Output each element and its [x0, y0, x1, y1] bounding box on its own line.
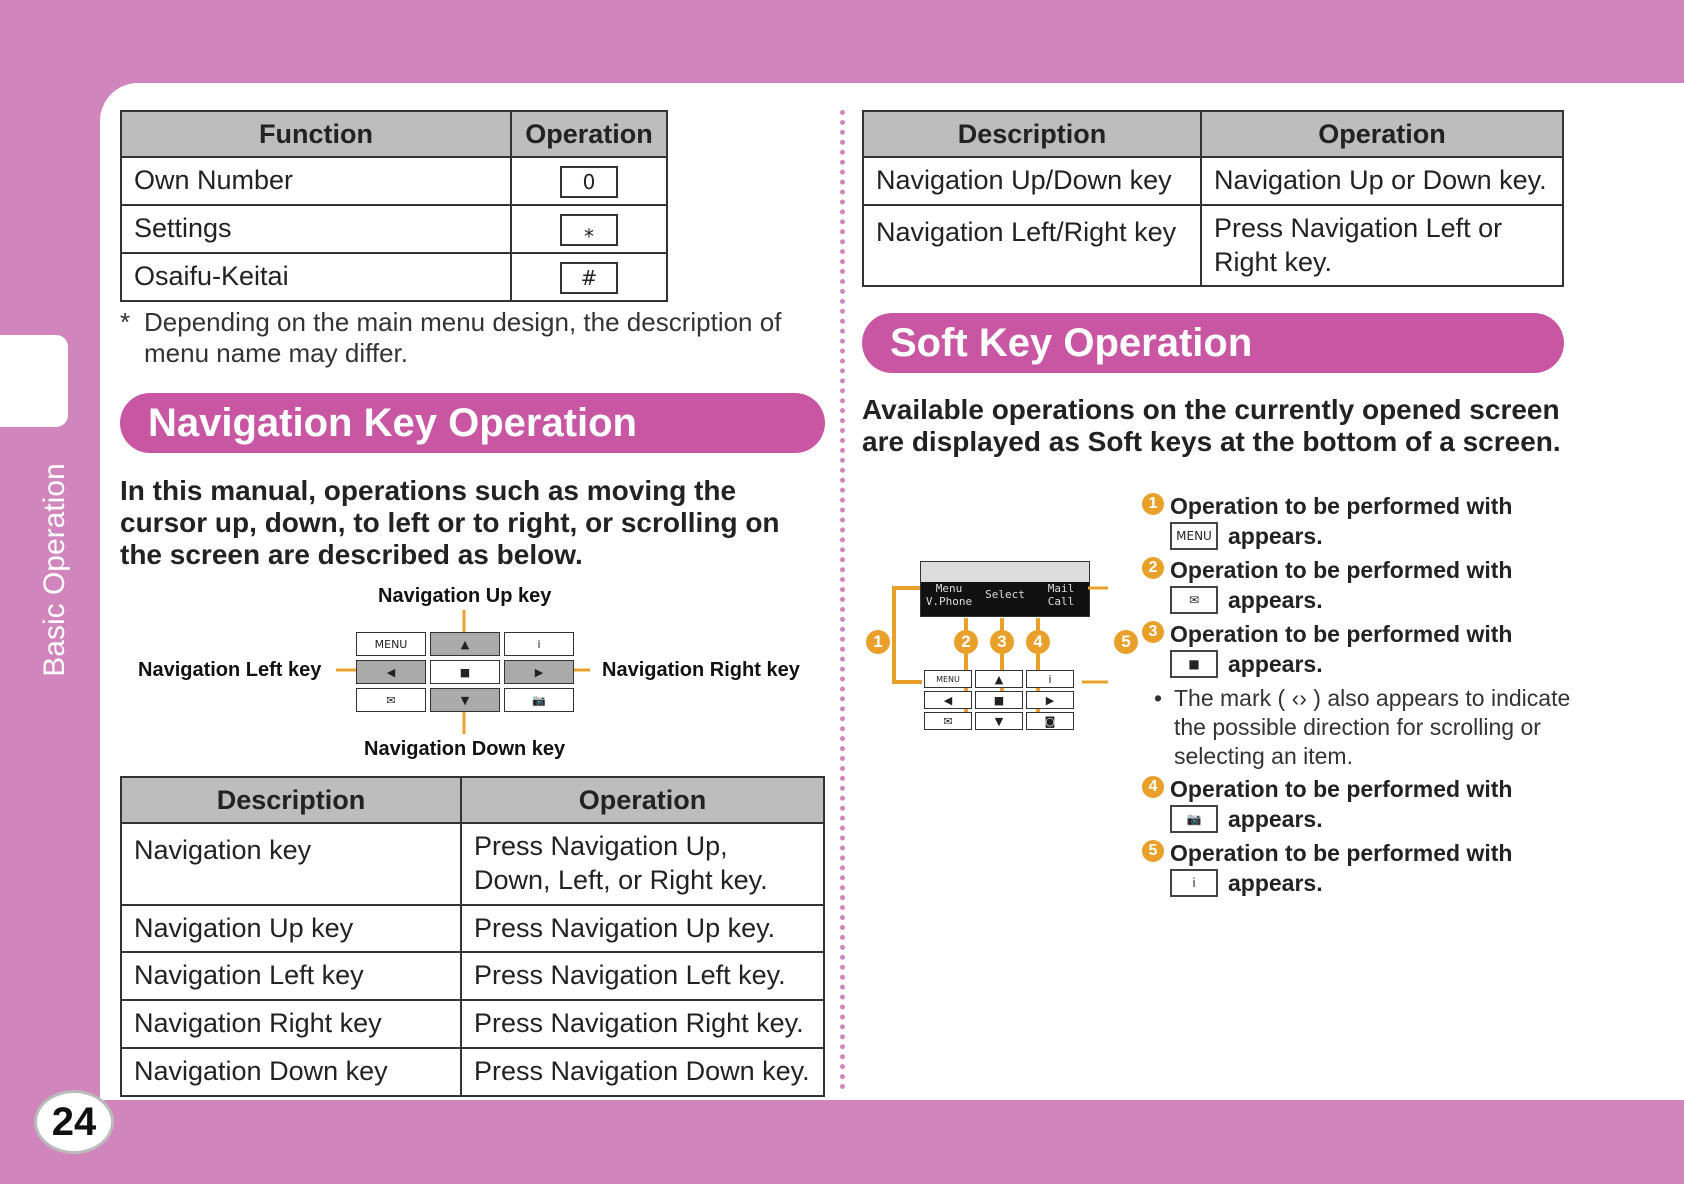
item-number: 2: [1142, 557, 1164, 579]
callout-1: 1: [866, 630, 890, 654]
soft-label-mail: Mail: [1047, 582, 1075, 595]
footnote-text: Depending on the main menu design, the description of menu name may differ.: [144, 307, 782, 369]
table-cell: Own Number: [121, 157, 511, 205]
table-cell: Press Navigation Left or Right key.: [1201, 205, 1563, 287]
soft-label-vphone: V.Phone: [925, 595, 973, 608]
list-item: 1 Operation to be performed with MENU appears.: [1142, 492, 1572, 552]
table-cell: Press Navigation Left key.: [461, 952, 824, 1000]
table-row: [121, 905, 824, 953]
i-mode-key-icon: i: [1170, 869, 1218, 897]
menu-key-icon: MENU: [924, 670, 972, 688]
center-key-icon: ■: [430, 660, 500, 684]
center-key-icon: ■: [975, 691, 1023, 709]
table-row: [863, 157, 1563, 205]
table-header: Operation: [1201, 111, 1563, 157]
direction-mark-note: • The mark ( ‹› ) also appears to indicate the possible direction for scrolling or selecting an item.: [1154, 685, 1571, 769]
soft-label-menu: Menu: [935, 582, 963, 595]
table-header: Function: [121, 111, 511, 157]
footnote-mark: *: [120, 307, 131, 337]
camera-key-icon: 📷: [504, 688, 574, 712]
soft-label-select: Select: [985, 588, 1025, 601]
item-number: 4: [1142, 776, 1164, 798]
soft-label-call: Call: [1047, 595, 1075, 608]
table-cell: Press Navigation Up, Down, Left, or Right key.: [461, 823, 824, 905]
nav-right-label: Navigation Right key: [602, 659, 800, 681]
menu-key-icon: MENU: [1170, 522, 1218, 550]
table-row: [121, 205, 667, 253]
zero-key-icon: 0: [560, 166, 618, 198]
callout-4: 4: [1026, 630, 1050, 654]
camera-key-icon: ◙: [1026, 712, 1074, 730]
mail-key-icon: ✉: [356, 688, 426, 712]
table-cell: Navigation Right key: [121, 1000, 461, 1048]
nav-up-key-icon: ▲: [430, 632, 500, 656]
table-row: [121, 253, 667, 301]
callout-5: 5: [1114, 630, 1138, 654]
column-divider: [840, 110, 845, 1090]
table-cell: Navigation Up or Down key.: [1201, 157, 1563, 205]
table-cell: Settings: [121, 205, 511, 253]
item-number: 3: [1142, 621, 1164, 643]
soft-key-intro: Available operations on the currently opened screen are displayed as Soft keys at the bottom of a screen.: [862, 394, 1561, 457]
table-header: Description: [863, 111, 1201, 157]
table-row: [121, 1000, 824, 1048]
table-header: Operation: [461, 777, 824, 823]
table-cell: Press Navigation Right key.: [461, 1000, 824, 1048]
list-item: 4 Operation to be performed with 📷 appears.: [1142, 775, 1572, 835]
table-cell: Press Navigation Down key.: [461, 1048, 824, 1096]
nav-up-key-icon: ▲: [975, 670, 1023, 688]
mail-key-icon: ✉: [1170, 586, 1218, 614]
table-cell: Navigation key: [121, 823, 461, 905]
list-item: 3 Operation to be performed with ■ appears.: [1142, 620, 1572, 680]
table-row: [121, 1048, 824, 1096]
table-row: [863, 205, 1563, 287]
navigation-pair-table: [862, 110, 1564, 287]
callout-3: 3: [990, 630, 1014, 654]
table-cell: Osaifu-Keitai: [121, 253, 511, 301]
page-number: 24: [34, 1090, 114, 1154]
footnote: [120, 307, 820, 369]
nav-down-key-icon: ▼: [430, 688, 500, 712]
nav-right-key-icon: ▶: [504, 660, 574, 684]
nav-down-key-icon: ▼: [975, 712, 1023, 730]
menu-key-icon: MENU: [356, 632, 426, 656]
table-row: [121, 823, 824, 905]
table-row: [121, 952, 824, 1000]
table-header: Description: [121, 777, 461, 823]
asterisk-key-icon: ⁎: [560, 214, 618, 246]
navigation-intro: In this manual, operations such as moving the cursor up, down, to left or to right, or scrolling on the screen are described as below.: [120, 475, 780, 570]
list-item: 5 Operation to be performed with i appears.: [1142, 839, 1572, 899]
table-row: [121, 157, 667, 205]
section-side-label: Basic Operation: [38, 463, 71, 677]
navigation-key-operation-heading: Navigation Key Operation: [120, 393, 825, 453]
item-number: 1: [1142, 493, 1164, 515]
table-header: Operation: [511, 111, 667, 157]
side-tab: [0, 335, 68, 427]
navigation-keypad: [356, 632, 574, 712]
nav-up-label: Navigation Up key: [378, 585, 552, 607]
soft-key-operation-heading: Soft Key Operation: [862, 313, 1564, 373]
nav-left-key-icon: ◀: [924, 691, 972, 709]
center-key-icon: ■: [1170, 650, 1218, 678]
item-number: 5: [1142, 840, 1164, 862]
soft-key-list: [1142, 492, 1572, 903]
table-cell: Press Navigation Up key.: [461, 905, 824, 953]
nav-left-label: Navigation Left key: [138, 659, 322, 681]
i-mode-key-icon: i: [504, 632, 574, 656]
hash-key-icon: #: [560, 262, 618, 294]
menu-function-table: [120, 110, 668, 302]
navigation-key-table: [120, 776, 825, 1097]
table-cell: Navigation Up key: [121, 905, 461, 953]
nav-down-label: Navigation Down key: [364, 738, 566, 760]
nav-left-key-icon: ◀: [356, 660, 426, 684]
list-item: 2 Operation to be performed with ✉ appears.: [1142, 556, 1572, 616]
table-cell: Navigation Left key: [121, 952, 461, 1000]
camera-key-icon: 📷: [1170, 805, 1218, 833]
callout-2: 2: [954, 630, 978, 654]
soft-keypad: [924, 670, 1074, 730]
i-mode-key-icon: i: [1026, 670, 1074, 688]
table-cell: Navigation Up/Down key: [863, 157, 1201, 205]
table-cell: Navigation Down key: [121, 1048, 461, 1096]
mail-key-icon: ✉: [924, 712, 972, 730]
table-cell: Navigation Left/Right key: [863, 205, 1201, 287]
nav-right-key-icon: ▶: [1026, 691, 1074, 709]
